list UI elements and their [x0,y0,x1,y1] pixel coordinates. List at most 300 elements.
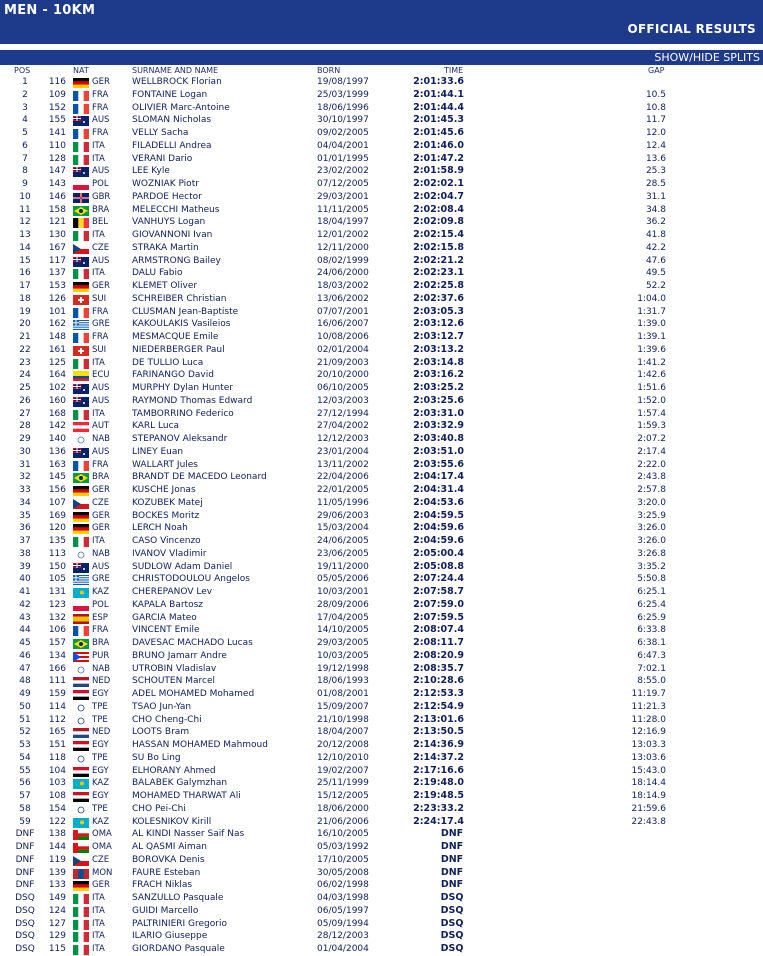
flag-aus-icon [73,257,89,267]
nationality-cell: GER [92,485,110,495]
time-cell: 2:13:50.5 [413,726,464,738]
athlete-name-cell: WOZNIAK Piotr [132,179,199,189]
gap-cell: 3:35.2 [637,561,666,572]
bib-number-cell: 132 [48,612,66,623]
born-date-cell: 06/10/2005 [317,383,369,393]
gap-cell: 10.5 [645,89,666,100]
country-flag [73,741,89,751]
nationality-cell: FRA [92,128,109,138]
gap-cell: 11:28.0 [631,714,666,725]
gap-cell: 13.6 [645,153,666,164]
gap-cell: 2:57.8 [637,485,666,495]
country-flag [73,167,89,177]
born-date-cell: 27/12/1994 [317,408,369,419]
gap-cell: 1:41.2 [637,357,666,368]
position-cell: 10 [19,191,31,202]
flag-bra-icon [73,473,89,483]
athlete-name-cell: KOZUBEK Matej [132,497,203,508]
time-cell: 2:03:14.8 [413,356,464,368]
athlete-name-cell: BOCKES Moritz [132,510,200,521]
gap-cell: 6:38.1 [637,638,666,648]
country-flag [73,116,89,126]
time-cell: 2:03:05.3 [413,305,464,317]
status-cell: DSQ [440,892,464,903]
position-cell: 20 [19,319,31,330]
nationality-cell: ITA [92,230,105,240]
athlete-name-cell: MOHAMED THARWAT Ali [132,791,241,801]
time-cell: 2:01:44.4 [413,101,464,113]
result-row [0,484,763,497]
position-cell: 43 [19,612,31,623]
country-flag [73,142,89,152]
flag-ita-icon [73,907,89,917]
athlete-name-cell: BALABEK Galymzhan [132,778,228,789]
flag-fra-icon [73,129,89,139]
position-cell: 27 [19,408,31,419]
athlete-name-cell: KAPALA Bartosz [132,599,203,610]
bib-number-cell: 138 [48,829,66,840]
time-cell: 2:10:28.6 [413,675,464,687]
bib-number-cell: 142 [48,421,66,432]
bib-number-cell: 101 [48,306,66,317]
country-flag [73,869,89,879]
time-cell: 2:04:59.5 [413,509,464,521]
gap-cell: 6:25.9 [637,612,666,623]
gap-cell: 22:43.8 [631,816,666,827]
country-flag [73,907,89,917]
position-cell: 11 [19,204,31,215]
bib-number-cell: 111 [48,676,66,687]
bib-number-cell: 128 [48,153,66,164]
country-flag [73,155,89,165]
born-date-cell: 12/10/2010 [317,752,369,763]
result-row [0,280,763,293]
gap-cell: 3:25.9 [637,510,666,521]
born-date-cell: 17/04/2005 [317,612,369,623]
result-row [0,408,763,421]
born-date-cell: 05/03/1992 [317,842,369,852]
time-cell: 2:24:17.4 [413,815,464,827]
country-flag [73,881,89,891]
country-flag [73,410,89,420]
gap-cell: 18:14.9 [631,791,666,801]
born-date-cell: 07/12/2005 [317,179,369,189]
flag-mon-icon [73,869,89,879]
flag-fra-icon [73,333,89,343]
flag-ger-icon [73,881,89,891]
flag-aus-icon [73,563,89,573]
athlete-name-cell: MURPHY Dylan Hunter [132,383,233,393]
gap-cell: 25.3 [645,166,666,177]
flag-ned-icon [73,728,89,738]
position-cell: 9 [22,179,28,189]
bib-number-cell: 120 [48,523,66,534]
bib-number-cell: 169 [48,510,66,521]
nationality-cell: GER [92,523,110,534]
result-row [0,612,763,625]
gap-cell: 2:22.0 [637,459,666,470]
bib-number-cell: 159 [48,689,66,699]
born-date-cell: 15/12/2005 [317,791,369,801]
bib-number-cell: 122 [48,816,66,827]
flag-pol-icon [73,180,89,190]
athlete-name-cell: OLIVIER Marc-Antoine [132,102,230,113]
bib-number-cell: 144 [48,842,66,852]
country-flag [73,843,89,853]
time-cell: 2:04:59.6 [413,535,464,546]
bib-number-cell: 130 [48,230,66,240]
flag-ita-icon [73,155,89,165]
result-row [0,420,763,433]
athlete-name-cell: GUIDI Marcello [132,905,199,916]
bib-number-cell: 141 [48,128,66,138]
athlete-name-cell: KAKOULAKIS Vasileios [132,319,231,330]
country-flag [73,626,89,636]
flag-cze-icon [73,856,89,866]
country-flag [73,716,89,726]
country-flag [73,104,89,114]
bib-number-cell: 112 [48,714,66,725]
country-flag [73,588,89,598]
time-cell: 2:02:37.6 [413,292,464,304]
result-row [0,471,763,484]
athlete-name-cell: ILARIO Giuseppe [132,931,208,942]
flag-egy-icon [73,767,89,777]
gap-cell: 6:25.1 [637,587,666,597]
born-date-cell: 15/09/2007 [317,701,369,712]
position-cell: 17 [19,281,31,291]
flag-fra-icon [73,308,89,318]
born-date-cell: 15/03/2004 [317,523,369,534]
nationality-cell: NAB [92,434,111,444]
flag-ger-icon [73,524,89,534]
athlete-name-cell: GARCIA Mateo [132,612,197,623]
gap-cell: 1:04.0 [637,293,666,304]
time-cell: 2:04:53.6 [413,496,464,508]
bib-number-cell: 105 [48,574,66,585]
bib-number-cell: 164 [48,370,66,381]
result-row [0,216,763,229]
athlete-name-cell: DE TULLIO Luca [132,357,204,368]
country-flag [73,308,89,318]
position-cell: 19 [19,306,31,317]
position-cell: 59 [19,816,31,827]
flag-ita-icon [73,932,89,942]
country-flag [73,830,89,840]
country-flag [73,614,89,624]
gap-cell: 28.5 [645,179,666,189]
result-row [0,446,763,459]
position-cell: 58 [19,803,31,814]
athlete-name-cell: CASO Vincenzo [132,536,201,546]
born-date-cell: 19/08/1997 [317,77,369,87]
athlete-name-cell: ELHORANY Ahmed [132,765,216,776]
athlete-name-cell: CHRISTODOULOU Angelos [132,574,250,585]
bib-number-cell: 152 [48,102,66,113]
athlete-name-cell: AL KINDI Nasser Saif Nas [132,829,245,840]
gap-cell: 1:39.6 [637,344,666,355]
flag-aut-icon [73,422,89,432]
time-cell: 2:02:15.8 [413,241,464,253]
column-header-gap: GAP [648,66,665,75]
position-cell: 26 [19,395,31,406]
bib-number-cell: 162 [48,319,66,330]
bib-number-cell: 110 [48,140,66,151]
gap-cell: 12:16.9 [631,727,666,738]
nationality-cell: EGY [92,791,109,801]
result-row [0,369,763,382]
born-date-cell: 30/10/1997 [317,115,369,126]
born-date-cell: 12/11/2000 [317,242,369,253]
event-title: MEN - 10KM [4,3,96,18]
flag-egy-icon [73,741,89,751]
position-cell: 4 [22,115,28,126]
result-row [0,726,763,739]
nationality-cell: KAZ [92,816,110,827]
nationality-cell: TPE [92,752,108,763]
result-row [0,395,763,408]
bib-number-cell: 116 [48,77,66,87]
position-cell: 49 [19,689,31,699]
nationality-cell: EGY [92,689,109,699]
gap-cell: 6:47.3 [637,650,666,661]
country-flag [73,792,89,802]
athlete-name-cell: CLUSMAN Jean-Baptiste [132,306,239,317]
born-date-cell: 10/08/2006 [317,332,369,342]
time-cell: 2:07:59.0 [413,598,464,610]
athlete-name-cell: FAURE Esteban [132,867,201,878]
flag-kaz-icon [73,779,89,789]
column-header-pos: POS [14,66,31,75]
position-cell: 48 [19,676,31,687]
born-date-cell: 29/03/2005 [317,638,369,648]
time-cell: 2:14:36.9 [413,739,464,750]
result-row [0,841,763,854]
nationality-cell: AUS [92,561,110,572]
country-flag [73,512,89,522]
gap-cell: 13:03.3 [631,740,666,750]
time-cell: 2:03:13.2 [413,343,464,355]
born-date-cell: 01/04/2004 [317,944,369,954]
flag-nab-icon [73,550,89,560]
country-flag [73,894,89,904]
country-flag [73,856,89,866]
position-cell: 56 [19,778,31,789]
nationality-cell: ITA [92,408,105,419]
result-row [0,905,763,918]
nationality-cell: AUT [92,421,110,432]
position-cell: 42 [19,599,31,610]
athlete-name-cell: BRUNO Jamarr Andre [132,650,227,661]
born-date-cell: 10/03/2005 [317,650,369,661]
result-row [0,344,763,357]
gap-cell: 1:39.1 [637,332,666,342]
gap-cell: 2:17.4 [637,446,666,457]
time-cell: 2:02:23.1 [413,267,464,279]
gap-cell: 15:43.0 [631,765,666,776]
athlete-name-cell: DAVESAC MACHADO Lucas [132,638,253,648]
athlete-name-cell: HASSAN MOHAMED Mahmoud [132,740,268,750]
athlete-name-cell: FRACH Niklas [132,880,193,891]
nationality-cell: FRA [92,102,109,113]
status-cell: DSQ [440,917,464,929]
splits-bar [0,50,763,65]
position-cell: 54 [19,752,31,763]
born-date-cell: 08/02/1999 [317,255,369,266]
bib-number-cell: 145 [48,472,66,483]
time-cell: 2:07:24.4 [413,573,464,585]
nationality-cell: BEL [92,217,108,228]
bib-number-cell: 143 [48,179,66,189]
result-row [0,688,763,701]
result-row [0,153,763,166]
born-date-cell: 12/01/2002 [317,230,369,240]
athlete-name-cell: ARMSTRONG Bailey [132,255,221,266]
athlete-name-cell: GIORDANO Pasquale [132,944,225,954]
flag-ita-icon [73,142,89,152]
position-cell: 47 [19,663,31,674]
result-row [0,89,763,102]
result-row [0,382,763,395]
country-flag [73,601,89,611]
country-flag [73,703,89,713]
country-flag [73,244,89,254]
time-cell: 2:01:45.3 [413,114,464,126]
status-cell: DSQ [440,943,464,954]
gap-cell: 49.5 [645,268,666,279]
time-cell: 2:03:12.7 [413,331,464,342]
bib-number-cell: 140 [48,434,66,444]
athlete-name-cell: KARL Luca [132,421,180,432]
position-cell: 14 [19,242,31,253]
nationality-cell: CZE [92,854,110,865]
athlete-name-cell: KOLESNIKOV Kirill [132,816,212,827]
country-flag [73,193,89,203]
nationality-cell: AUS [92,166,110,177]
bib-number-cell: 114 [48,701,66,712]
result-row [0,714,763,727]
born-date-cell: 16/10/2005 [317,829,369,840]
flag-ned-icon [73,677,89,687]
gap-cell: 1:59.3 [637,421,666,432]
born-date-cell: 21/10/1998 [317,714,369,725]
born-date-cell: 10/03/2001 [317,587,369,597]
bib-number-cell: 161 [48,344,66,355]
position-cell: 12 [19,217,31,228]
show-hide-splits-button[interactable]: SHOW/HIDE SPLITS [654,51,760,64]
born-date-cell: 25/11/1999 [317,778,369,789]
born-date-cell: 07/07/2001 [317,306,369,317]
time-cell: 2:03:32.9 [413,420,464,432]
born-date-cell: 19/12/1998 [317,663,369,674]
bib-number-cell: 135 [48,536,66,546]
position-cell: 29 [19,434,31,444]
born-date-cell: 12/03/2003 [317,395,369,406]
column-header-time: TIME [444,66,464,75]
born-date-cell: 24/06/2005 [317,536,369,546]
flag-aus-icon [73,397,89,407]
born-date-cell: 20/12/2008 [317,740,369,750]
time-cell: 2:08:35.7 [413,662,464,674]
time-cell: 2:01:33.6 [413,76,464,87]
bib-number-cell: 124 [48,905,66,916]
time-cell: 2:19:48.0 [413,777,464,789]
position-cell: DNF [15,842,35,852]
athlete-name-cell: VANHUYS Logan [132,217,206,228]
bib-number-cell: 107 [48,497,66,508]
athlete-name-cell: MESMACQUE Emile [132,332,219,342]
born-date-cell: 19/02/2007 [317,765,369,776]
country-flag [73,639,89,649]
bib-number-cell: 168 [48,408,66,419]
result-row [0,663,763,676]
result-row [0,459,763,472]
gap-cell: 3:26.0 [637,536,666,546]
bib-number-cell: 121 [48,217,66,228]
nationality-cell: ITA [92,357,105,368]
athlete-name-cell: FILADELLI Andrea [132,140,212,151]
born-date-cell: 24/06/2000 [317,268,369,279]
nationality-cell: GER [92,880,110,891]
bib-number-cell: 139 [48,867,66,878]
position-cell: 2 [22,89,28,100]
bib-number-cell: 118 [48,752,66,763]
position-cell: 25 [19,383,31,393]
country-flag [73,932,89,942]
gap-cell: 11:21.3 [631,701,666,712]
position-cell: 41 [19,587,31,597]
result-row [0,701,763,714]
flag-ger-icon [73,486,89,496]
flag-pur-icon [73,652,89,662]
flag-pol-icon [73,601,89,611]
position-cell: 46 [19,650,31,661]
born-date-cell: 18/06/1993 [317,676,369,687]
country-flag [73,282,89,292]
position-cell: 36 [19,523,31,534]
country-flag [73,690,89,700]
position-cell: 6 [22,140,28,151]
result-row [0,522,763,535]
gap-cell: 11.7 [645,115,666,126]
bib-number-cell: 117 [48,255,66,266]
country-flag [73,422,89,432]
gap-cell: 1:31.7 [637,306,666,317]
athlete-name-cell: AL QASMI Aiman [132,842,207,852]
gap-cell: 21:59.6 [631,803,666,814]
nationality-cell: EGY [92,740,109,750]
time-cell: 2:03:31.0 [413,407,464,419]
nationality-cell: FRA [92,89,109,100]
born-date-cell: 01/01/1995 [317,153,369,164]
result-row [0,777,763,790]
gap-cell: 47.6 [645,255,666,266]
nationality-cell: FRA [92,332,109,342]
nationality-cell: AUS [92,255,110,266]
gap-cell: 6:33.8 [637,625,666,636]
gap-cell: 36.2 [645,217,666,228]
position-cell: 24 [19,370,31,381]
born-date-cell: 04/04/2001 [317,140,369,151]
result-row [0,867,763,880]
born-date-cell: 18/06/1996 [317,102,369,113]
country-flag [73,575,89,585]
result-row [0,586,763,599]
result-row [0,624,763,637]
country-flag [73,257,89,267]
nationality-cell: MON [92,867,113,878]
position-cell: 23 [19,357,31,368]
